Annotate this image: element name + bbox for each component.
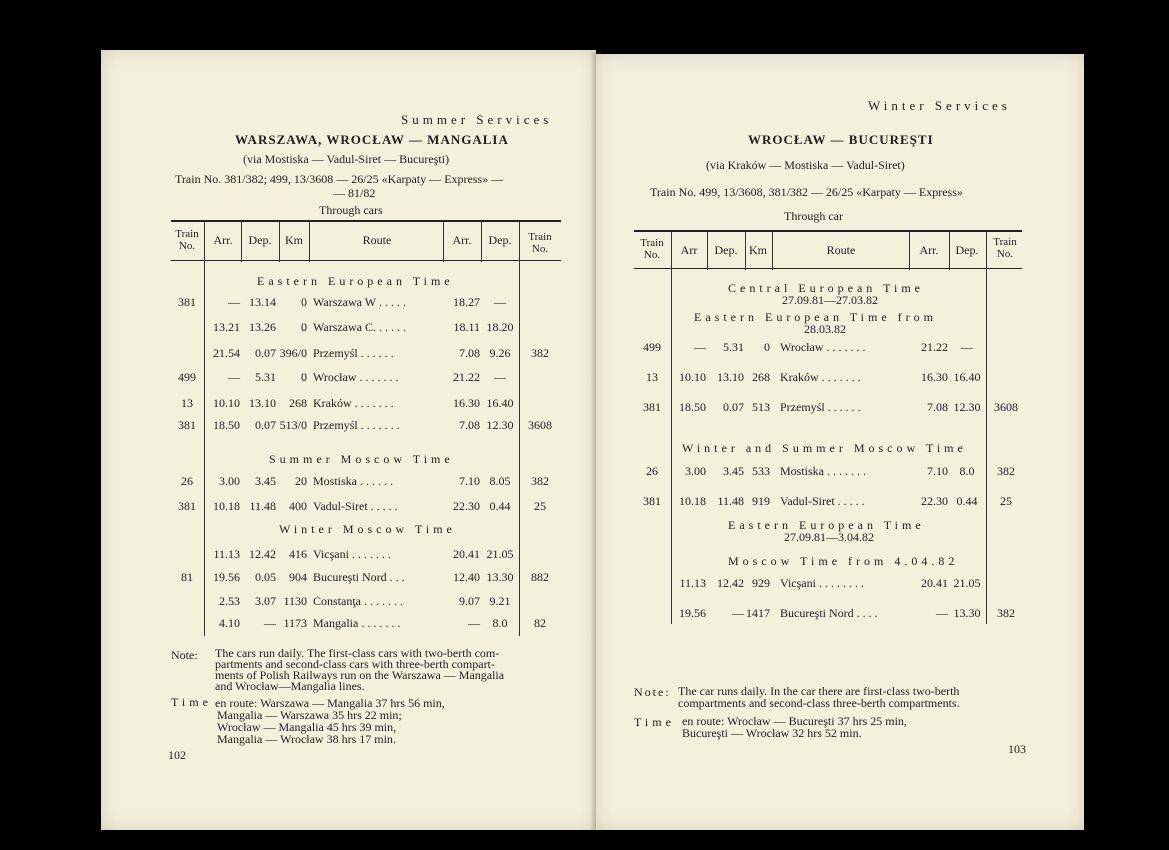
table-cell-route: Przemyśl . . . . . . [313,346,394,360]
table-cell-arr2: 22.30 [921,494,948,508]
table-cell-km: 0 [301,320,307,334]
note-text: The cars run daily. The first-class cars with two-berth com- partments and second-class cars with three-berth compart- ments of Polish Railways run on the Warszawa — Mangalia and Wrocław—Mangalia lines. [215,646,505,693]
table-cell-route: Mangalia . . . . . . . [313,616,401,630]
table-cell-arr: 3.00 [219,474,240,488]
zone-date: 27.09.81—27.03.82 [782,293,878,307]
table-cell-arr: 18.50 [679,400,706,414]
zone-label: Summer Moscow Time [269,452,454,466]
table-cell-arr: 10.18 [679,494,706,508]
table-cell-km: 1130 [283,594,307,608]
zone-label: Eastern European Time [728,518,925,532]
right-page [596,54,1084,830]
table-cell-km: 919 [752,494,770,508]
time-label: Time [634,715,675,729]
route-via: (via Mostiska — Vadul-Siret — Bucureşti) [243,152,450,166]
table-cell-km: 929 [752,576,770,590]
table-cell-arr: 11.13 [679,576,706,590]
table-cell-arr2: 9.07 [459,594,480,608]
table-cell-route: Wrocław . . . . . . . [313,370,399,384]
table-cell-dep: 13.10 [249,396,276,410]
table-cell-arr2: 18.27 [453,295,480,309]
table-cell-route: Warszawa W . . . . . [313,295,406,309]
table-cell-arr2: 7.08 [459,418,480,432]
table-cell-route: Constanţa . . . . . . . [313,594,403,608]
table-cell-arr2: 12.40 [453,570,480,584]
table-cell-dep: 3.45 [723,464,744,478]
table-cell-km: 268 [752,370,770,384]
table-cell-dep2: 18.20 [486,320,514,334]
table-cell-arr: 10.18 [213,499,240,513]
table-cell-route: Mostiska . . . . . . . [780,464,867,478]
table-cell-dep: 5.31 [723,340,744,354]
table-cell-arr: 3.00 [685,464,706,478]
table-cell-km: 400 [289,499,307,513]
table-cell-arr: 4.10 [219,616,240,630]
table-cell-route: Mostiska . . . . . . [313,474,394,488]
col-arr2: Arr. [919,243,939,257]
table-header-rule [634,268,1022,269]
route-via: (via Kraków — Mostiska — Vadul-Siret) [706,158,905,172]
page-number: 102 [168,748,186,762]
table-cell-tno2: 382 [997,606,1015,620]
table-cell-dep2: 8.05 [489,474,511,488]
table-cell-dep2: 16.40 [486,396,514,410]
table-cell-tno2: 3608 [528,418,552,432]
col-route: Route [826,243,856,257]
table-cell-arr2: 21.22 [453,370,480,384]
time-label: Time [171,695,212,709]
zone-label: Central European Time [728,281,924,295]
table-cell-arr: 19.56 [213,570,240,584]
table-cell-arr2: 16.30 [921,370,948,384]
table-cell-arr2: 22.30 [453,499,480,513]
table-cell-dep2: 12.30 [486,418,514,432]
table-cell-dep: 13.26 [249,320,276,334]
table-cell-arr: 13.21 [213,320,240,334]
page-header: Winter Services [868,98,1011,113]
table-cell-dep: 13.10 [717,370,744,384]
table-cell-tno2: 382 [531,474,549,488]
table-cell-km: 904 [289,570,307,584]
table-cell-dep: 0.07 [255,346,276,360]
table-cell-tno2: 25 [1000,494,1012,508]
table-cell-dep: 0.07 [255,418,276,432]
table-cell-arr: 18.50 [213,418,240,432]
table-cell-km: 1417 [746,606,770,620]
table-cell-arr: 10.10 [213,396,240,410]
table-cell-dep2: — [494,295,506,309]
col-arr2: Arr. [452,233,472,247]
time-en-route: en route: Wrocław — Bucureşti 37 hrs 25 min, Bucureşti — Wrocław 32 hrs 52 min. [682,714,907,740]
table-cell-arr2: 21.22 [921,340,948,354]
table-cell-dep2: 8.0 [959,464,975,478]
table-cell-dep: 3.45 [255,474,276,488]
table-cell-tno2: 382 [997,464,1015,478]
table-cell-km: 513/0 [279,418,307,432]
table-cell-route: Przemyśl . . . . . . . [313,418,400,432]
table-cell-km: 396/0 [279,346,307,360]
table-top-rule [171,220,561,222]
col-dep: Dep. [714,243,738,257]
table-cell-dep: 11.48 [717,494,744,508]
table-cell-dep: — [264,616,276,630]
zone-label: Moscow Time from 4.04.82 [728,554,959,568]
table-cell-arr2: 7.10 [927,464,948,478]
table-cell-arr: 21.54 [213,346,240,360]
zone-label: Eastern European Time from [694,310,937,324]
table-header-rule [171,260,561,261]
table-cell-route: Kraków . . . . . . . [313,396,394,410]
table-cell-dep: 0.05 [255,570,276,584]
table-cell-arr: — [228,295,240,309]
zone-date: 28.03.82 [804,322,846,336]
table-cell-tno: 499 [643,340,661,354]
table-cell-route: Vadul-Siret . . . . . [780,494,865,508]
table-cell-dep: 13.14 [249,295,276,309]
table-cell-arr: — [694,340,706,354]
table-cell-tno: 13 [181,396,193,410]
table-cell-route: Vicşani . . . . . . . . [780,576,864,590]
table-cell-km: 416 [289,547,307,561]
table-cell-arr2: 7.10 [459,474,480,488]
table-cell-route: Bucureşti Nord . . . [313,570,405,584]
table-cell-tno: 13 [646,370,658,384]
table-cell-km: 533 [752,464,770,478]
table-cell-dep: 0.07 [723,400,744,414]
col-km: Km [285,233,303,247]
table-cell-dep: 11.48 [249,499,276,513]
table-cell-dep2: 9.21 [489,594,511,608]
table-cell-km: 0 [764,340,770,354]
zone-date: 27.09.81—3.04.82 [784,530,874,544]
table-cell-arr2: 18.11 [453,320,480,334]
col-arr: Arr [680,243,698,257]
table-cell-tno: 381 [178,499,196,513]
table-cell-arr: 2.53 [219,594,240,608]
zone-label: Eastern European Time [257,274,454,288]
table-cell-dep2: — [494,370,506,384]
table-cell-dep2: 12.30 [953,400,981,414]
table-cell-km: 268 [289,396,307,410]
train-numbers: Train No. 499, 13/3608, 381/382 — 26/25 «Karpaty — Express» [650,185,963,199]
table-cell-dep: 5.31 [255,370,276,384]
table-cell-tno2: 382 [531,346,549,360]
table-cell-route: Vadul-Siret . . . . . [313,499,398,513]
page-title: WARSZAWA, WROCŁAW — MANGALIA [235,132,509,147]
table-cell-dep2: 8.0 [492,616,508,630]
note-label: Note: [171,648,198,662]
table-cell-route: Przemyśl . . . . . . [780,400,861,414]
table-cell-dep2: 0.44 [956,494,978,508]
col-dep: Dep. [248,233,272,247]
table-cell-km: 0 [301,295,307,309]
col-route: Route [362,233,392,247]
table-cell-tno: 381 [178,418,196,432]
table-cell-dep2: 9.26 [489,346,511,360]
table-cell-tno2: 882 [531,570,549,584]
table-cell-arr: 11.13 [213,547,240,561]
col-train-no2: Train No. [993,236,1017,260]
table-cell-tno: 26 [646,464,658,478]
table-cell-km: 1173 [283,616,307,630]
train-numbers: Train No. 381/382; 499, 13/3608 — 26/25 «Karpaty — Express» — [175,172,504,186]
zone-label: Winter and Summer Moscow Time [682,441,967,455]
col-train-no: Train No. [175,228,199,252]
table-cell-arr2: 16.30 [453,396,480,410]
table-cell-tno: 81 [181,570,193,584]
table-cell-dep2: 0.44 [489,499,511,513]
table-cell-route: Bucureşti Nord . . . . [780,606,878,620]
train-numbers-cont: — 81/82 [333,186,376,200]
note-label: Note: [634,685,671,699]
table-cell-route: Kraków . . . . . . . [780,370,861,384]
col-dep2: Dep. [955,243,979,257]
table-cell-route: Warszawa C. . . . . . [313,320,407,334]
table-cell-km: 513 [752,400,770,414]
table-cell-route: Wrocław . . . . . . . [780,340,866,354]
table-cell-dep: — [732,606,744,620]
table-cell-dep2: 13.30 [486,570,514,584]
table-cell-tno: 499 [178,370,196,384]
table-cell-arr2: 7.08 [927,400,948,414]
table-cell-dep2: 21.05 [486,547,514,561]
col-train-no2: Train No. [528,231,552,255]
time-en-route: en route: Warszawa — Mangalia 37 hrs 56 min, Mangalia — Warszawa 35 hrs 22 min; Wrocław — Mangalia 45 hrs 39 min, Mangalia — Wrocław 38 hrs 17 min. [215,696,445,746]
table-cell-arr2: — [468,616,480,630]
table-cell-tno2: 25 [534,499,546,513]
table-top-rule [634,230,1022,232]
table-cell-dep2: 16.40 [953,370,981,384]
col-dep2: Dep. [488,233,512,247]
table-cell-arr2: 20.41 [921,576,948,590]
table-cell-arr: — [228,370,240,384]
page-number: 103 [1008,742,1026,756]
left-page [101,50,596,830]
note-text: The car runs daily. In the car there are first-class two-berth compartments and second-class three-berth compartments. [678,684,960,710]
table-cell-tno2: 3608 [994,400,1018,414]
table-cell-tno: 26 [181,474,193,488]
table-cell-tno2: 82 [534,616,546,630]
table-cell-dep: 12.42 [249,547,276,561]
table-cell-arr: 19.56 [679,606,706,620]
table-cell-km: 20 [295,474,307,488]
zone-label: Winter Moscow Time [279,522,456,536]
table-cell-arr2: 7.08 [459,346,480,360]
table-cell-tno: 381 [643,494,661,508]
page-header: Summer Services [401,112,553,127]
table-cell-dep: 12.42 [717,576,744,590]
table-cell-arr2: 20.41 [453,547,480,561]
table-cell-dep2: 21.05 [953,576,981,590]
table-cell-tno: 381 [643,400,661,414]
table-cell-dep: 3.07 [255,594,276,608]
through-car: Through car [784,209,843,223]
col-km: Km [749,243,767,257]
table-cell-dep2: — [961,340,973,354]
table-cell-dep2: 13.30 [953,606,981,620]
page-title: WROCŁAW — BUCUREŞTI [748,132,934,147]
table-cell-arr2: — [936,606,948,620]
table-cell-km: 0 [301,370,307,384]
through-cars: Through cars [319,203,383,217]
col-train-no: Train No. [640,237,664,261]
table-cell-tno: 381 [178,295,196,309]
table-cell-arr: 10.10 [679,370,706,384]
col-arr: Arr. [213,233,233,247]
table-cell-route: Vicşani . . . . . . . [313,547,391,561]
